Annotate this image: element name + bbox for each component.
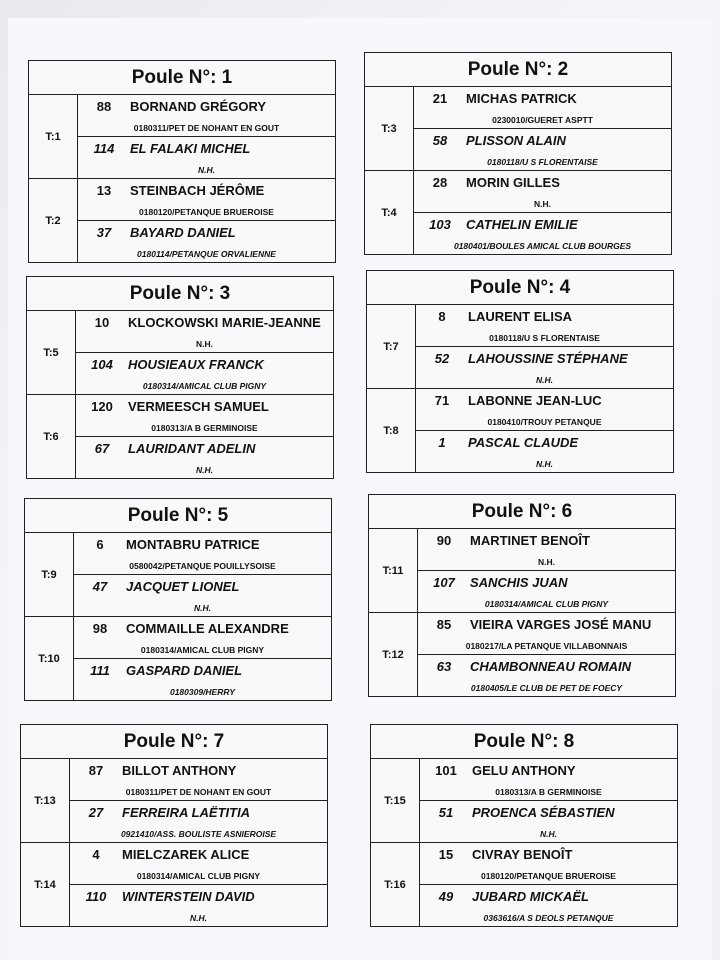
player-number: 107	[433, 575, 455, 590]
poule-title: Poule N°: 3	[27, 277, 333, 311]
player-row	[70, 759, 327, 800]
player-name: GELU ANTHONY	[472, 763, 576, 778]
player-number: 88	[96, 99, 112, 114]
player-line	[76, 399, 333, 414]
player-number: 37	[96, 225, 112, 240]
player-number: 110	[85, 889, 107, 904]
player-line	[76, 315, 333, 330]
player-row	[70, 843, 327, 884]
player-row	[414, 128, 671, 170]
player-number: 71	[434, 393, 450, 408]
player-line	[420, 847, 677, 862]
table-label: T:3	[365, 87, 414, 170]
player-row	[74, 617, 331, 658]
player-number: 104	[91, 357, 113, 372]
player-row	[414, 171, 671, 212]
player-club: 0180410/TROUY PETANQUE	[487, 417, 602, 427]
player-club: N.H.	[538, 557, 555, 567]
player-row	[420, 843, 677, 884]
players-list	[76, 395, 333, 478]
player-number: 85	[436, 617, 452, 632]
player-line	[416, 309, 673, 324]
player-line	[418, 575, 675, 590]
player-number: 120	[91, 399, 113, 414]
player-name: SANCHIS JUAN	[470, 575, 568, 590]
player-row	[416, 305, 673, 346]
table-block	[29, 95, 335, 179]
player-row	[78, 179, 335, 220]
players-list	[414, 87, 671, 170]
paper-sheet	[8, 18, 712, 960]
table-label: T:16	[371, 843, 420, 926]
player-row	[78, 136, 335, 178]
player-line	[76, 441, 333, 456]
player-number: 63	[436, 659, 452, 674]
player-row	[414, 212, 671, 254]
player-name: MONTABRU PATRICE	[126, 537, 260, 552]
table-block	[27, 311, 333, 395]
table-label: T:14	[21, 843, 70, 926]
player-club: N.H.	[190, 913, 207, 923]
player-number: 87	[88, 763, 104, 778]
player-number: 58	[432, 133, 448, 148]
player-row	[74, 533, 331, 574]
players-list	[78, 95, 335, 178]
player-number: 52	[434, 351, 450, 366]
table-block	[367, 305, 673, 389]
table-label: T:7	[367, 305, 416, 388]
player-line	[414, 91, 671, 106]
player-row	[416, 389, 673, 430]
player-name: VERMEESCH SAMUEL	[128, 399, 269, 414]
player-name: MIELCZAREK ALICE	[122, 847, 250, 862]
table-label: T:13	[21, 759, 70, 842]
player-line	[414, 133, 671, 148]
player-club: 0363616/A S DEOLS PETANQUE	[483, 913, 614, 923]
player-name: STEINBACH JÉRÔME	[130, 183, 265, 198]
player-club: 0921410/ASS. BOULISTE ASNIEROISE	[120, 829, 277, 839]
player-line	[74, 537, 331, 552]
player-name: COMMAILLE ALEXANDRE	[126, 621, 289, 636]
player-club: 0180314/AMICAL CLUB PIGNY	[484, 599, 609, 609]
player-line	[74, 579, 331, 594]
player-club: 0180311/PET DE NOHANT EN GOUT	[125, 787, 272, 797]
player-number: 6	[96, 537, 104, 552]
players-list	[74, 533, 331, 616]
table-block	[365, 87, 671, 171]
player-name: CATHELIN EMILIE	[466, 217, 578, 232]
player-club: N.H.	[194, 603, 211, 613]
players-list	[74, 617, 331, 700]
player-line	[420, 889, 677, 904]
player-line	[74, 621, 331, 636]
player-line	[416, 393, 673, 408]
player-club: 0180118/U S FLORENTAISE	[489, 333, 600, 343]
player-line	[418, 533, 675, 548]
player-row	[76, 436, 333, 478]
player-name: LAURIDANT ADELIN	[128, 441, 256, 456]
player-club: 0180309/HERRY	[169, 687, 236, 697]
table-block	[25, 533, 331, 617]
player-row	[414, 87, 671, 128]
player-name: PASCAL CLAUDE	[468, 435, 579, 450]
players-list	[78, 179, 335, 262]
player-club: 0180314/AMICAL CLUB PIGNY	[142, 381, 267, 391]
player-row	[418, 529, 675, 570]
player-name: LABONNE JEAN-LUC	[468, 393, 602, 408]
player-club: 0580042/PETANQUE POUILLYSOISE	[129, 561, 276, 571]
table-label: T:9	[25, 533, 74, 616]
table-label: T:8	[367, 389, 416, 472]
player-number: 67	[94, 441, 110, 456]
players-list	[420, 759, 677, 842]
player-club: N.H.	[196, 465, 213, 475]
players-list	[70, 759, 327, 842]
player-row	[76, 311, 333, 352]
player-name: PROENCA SÉBASTIEN	[472, 805, 615, 820]
player-row	[418, 654, 675, 696]
table-label: T:5	[27, 311, 76, 394]
player-number: 28	[432, 175, 448, 190]
player-number: 90	[436, 533, 452, 548]
player-line	[420, 763, 677, 778]
player-number: 15	[438, 847, 454, 862]
player-club: 0180217/LA PETANQUE VILLABONNAIS	[465, 641, 628, 651]
player-club: 0180313/A B GERMINOISE	[495, 787, 602, 797]
player-name: EL FALAKI MICHEL	[130, 141, 251, 156]
table-block	[367, 389, 673, 472]
poule-card	[370, 724, 678, 927]
poule-card	[24, 498, 332, 701]
player-row	[70, 800, 327, 842]
player-club: 0180311/PET DE NOHANT EN GOUT	[133, 123, 280, 133]
player-line	[78, 225, 335, 240]
player-club: 0180314/AMICAL CLUB PIGNY	[136, 871, 261, 881]
table-block	[21, 759, 327, 843]
player-line	[70, 847, 327, 862]
poule-title: Poule N°: 4	[367, 271, 673, 305]
player-club: 0180114/PETANQUE ORVALIENNE	[137, 249, 276, 259]
player-name: GASPARD DANIEL	[126, 663, 243, 678]
player-name: MORIN GILLES	[466, 175, 560, 190]
poule-title: Poule N°: 7	[21, 725, 327, 759]
player-name: CHAMBONNEAU ROMAIN	[470, 659, 632, 674]
player-row	[416, 430, 673, 472]
player-line	[418, 617, 675, 632]
poule-title: Poule N°: 2	[365, 53, 671, 87]
player-number: 10	[94, 315, 110, 330]
poule-title: Poule N°: 8	[371, 725, 677, 759]
players-list	[416, 305, 673, 388]
players-list	[416, 389, 673, 472]
player-line	[76, 357, 333, 372]
player-number: 51	[438, 805, 454, 820]
player-row	[418, 613, 675, 654]
table-block	[371, 759, 677, 843]
player-club: N.H.	[540, 829, 557, 839]
player-row	[420, 759, 677, 800]
player-number: 49	[438, 889, 454, 904]
players-list	[418, 529, 675, 612]
player-line	[74, 663, 331, 678]
poule-card	[364, 52, 672, 255]
player-club: 0180120/PETANQUE BRUEROISE	[481, 871, 616, 881]
table-label: T:10	[25, 617, 74, 700]
player-name: CIVRAY BENOÎT	[472, 847, 573, 862]
player-row	[76, 395, 333, 436]
player-line	[70, 889, 327, 904]
player-name: LAHOUSSINE STÉPHANE	[468, 351, 628, 366]
player-line	[416, 351, 673, 366]
poule-title: Poule N°: 6	[369, 495, 675, 529]
player-name: BAYARD DANIEL	[130, 225, 236, 240]
player-club: 0180405/LE CLUB DE PET DE FOECY	[470, 683, 623, 693]
player-number: 114	[93, 141, 115, 156]
player-row	[70, 884, 327, 926]
player-name: BILLOT ANTHONY	[122, 763, 237, 778]
poule-card	[26, 276, 334, 479]
player-line	[70, 763, 327, 778]
player-number: 47	[92, 579, 108, 594]
player-name: MARTINET BENOÎT	[470, 533, 590, 548]
player-name: VIEIRA VARGES JOSÉ MANU	[470, 617, 652, 632]
player-club: 0180313/A B GERMINOISE	[151, 423, 258, 433]
table-block	[371, 843, 677, 926]
player-row	[416, 346, 673, 388]
player-name: LAURENT ELISA	[468, 309, 572, 324]
table-block	[365, 171, 671, 254]
table-label: T:1	[29, 95, 78, 178]
player-name: KLOCKOWSKI MARIE-JEANNE	[128, 315, 321, 330]
player-number: 8	[438, 309, 446, 324]
player-number: 103	[429, 217, 451, 232]
player-line	[78, 183, 335, 198]
player-line	[78, 99, 335, 114]
player-row	[74, 574, 331, 616]
players-list	[414, 171, 671, 254]
table-label: T:4	[365, 171, 414, 254]
poule-title: Poule N°: 5	[25, 499, 331, 533]
player-row	[78, 95, 335, 136]
player-name: HOUSIEAUX FRANCK	[128, 357, 264, 372]
poule-title: Poule N°: 1	[29, 61, 335, 95]
table-block	[21, 843, 327, 926]
player-club: 0180401/BOULES AMICAL CLUB BOURGES	[453, 241, 632, 251]
player-row	[420, 884, 677, 926]
table-label: T:2	[29, 179, 78, 262]
table-block	[29, 179, 335, 262]
player-club: 0180314/AMICAL CLUB PIGNY	[140, 645, 265, 655]
player-number: 101	[435, 763, 457, 778]
players-list	[70, 843, 327, 926]
player-line	[420, 805, 677, 820]
table-block	[369, 613, 675, 696]
player-row	[74, 658, 331, 700]
player-name: FERREIRA LAËTITIA	[122, 805, 251, 820]
player-number: 111	[90, 663, 110, 678]
player-name: PLISSON ALAIN	[466, 133, 566, 148]
player-name: MICHAS PATRICK	[466, 91, 577, 106]
poule-card	[368, 494, 676, 697]
table-label: T:15	[371, 759, 420, 842]
player-club: N.H.	[536, 459, 553, 469]
player-club: N.H.	[198, 165, 215, 175]
poule-card	[366, 270, 674, 473]
player-number: 21	[432, 91, 448, 106]
table-label: T:6	[27, 395, 76, 478]
player-line	[414, 175, 671, 190]
player-number: 4	[92, 847, 100, 862]
table-block	[369, 529, 675, 613]
player-row	[76, 352, 333, 394]
players-list	[76, 311, 333, 394]
player-club: 0230010/GUERET ASPTT	[492, 115, 593, 125]
poule-card	[28, 60, 336, 263]
player-number: 27	[88, 805, 104, 820]
player-club: N.H.	[536, 375, 553, 385]
players-list	[420, 843, 677, 926]
player-row	[418, 570, 675, 612]
player-name: JACQUET LIONEL	[126, 579, 240, 594]
table-block	[25, 617, 331, 700]
player-line	[70, 805, 327, 820]
player-line	[78, 141, 335, 156]
player-line	[416, 435, 673, 450]
player-row	[78, 220, 335, 262]
player-line	[414, 217, 671, 232]
player-club: N.H.	[196, 339, 213, 349]
table-label: T:11	[369, 529, 418, 612]
player-club: 0180118/U S FLORENTAISE	[487, 157, 598, 167]
poule-card	[20, 724, 328, 927]
player-row	[420, 800, 677, 842]
player-line	[418, 659, 675, 674]
player-number: 1	[438, 435, 446, 450]
player-name: JUBARD MICKAËL	[472, 889, 589, 904]
player-name: BORNAND GRÉGORY	[130, 99, 267, 114]
table-block	[27, 395, 333, 478]
player-club: 0180120/PETANQUE BRUEROISE	[139, 207, 274, 217]
player-number: 98	[92, 621, 108, 636]
player-club: N.H.	[534, 199, 551, 209]
player-number: 13	[96, 183, 112, 198]
player-name: WINTERSTEIN DAVID	[122, 889, 255, 904]
table-label: T:12	[369, 613, 418, 696]
players-list	[418, 613, 675, 696]
